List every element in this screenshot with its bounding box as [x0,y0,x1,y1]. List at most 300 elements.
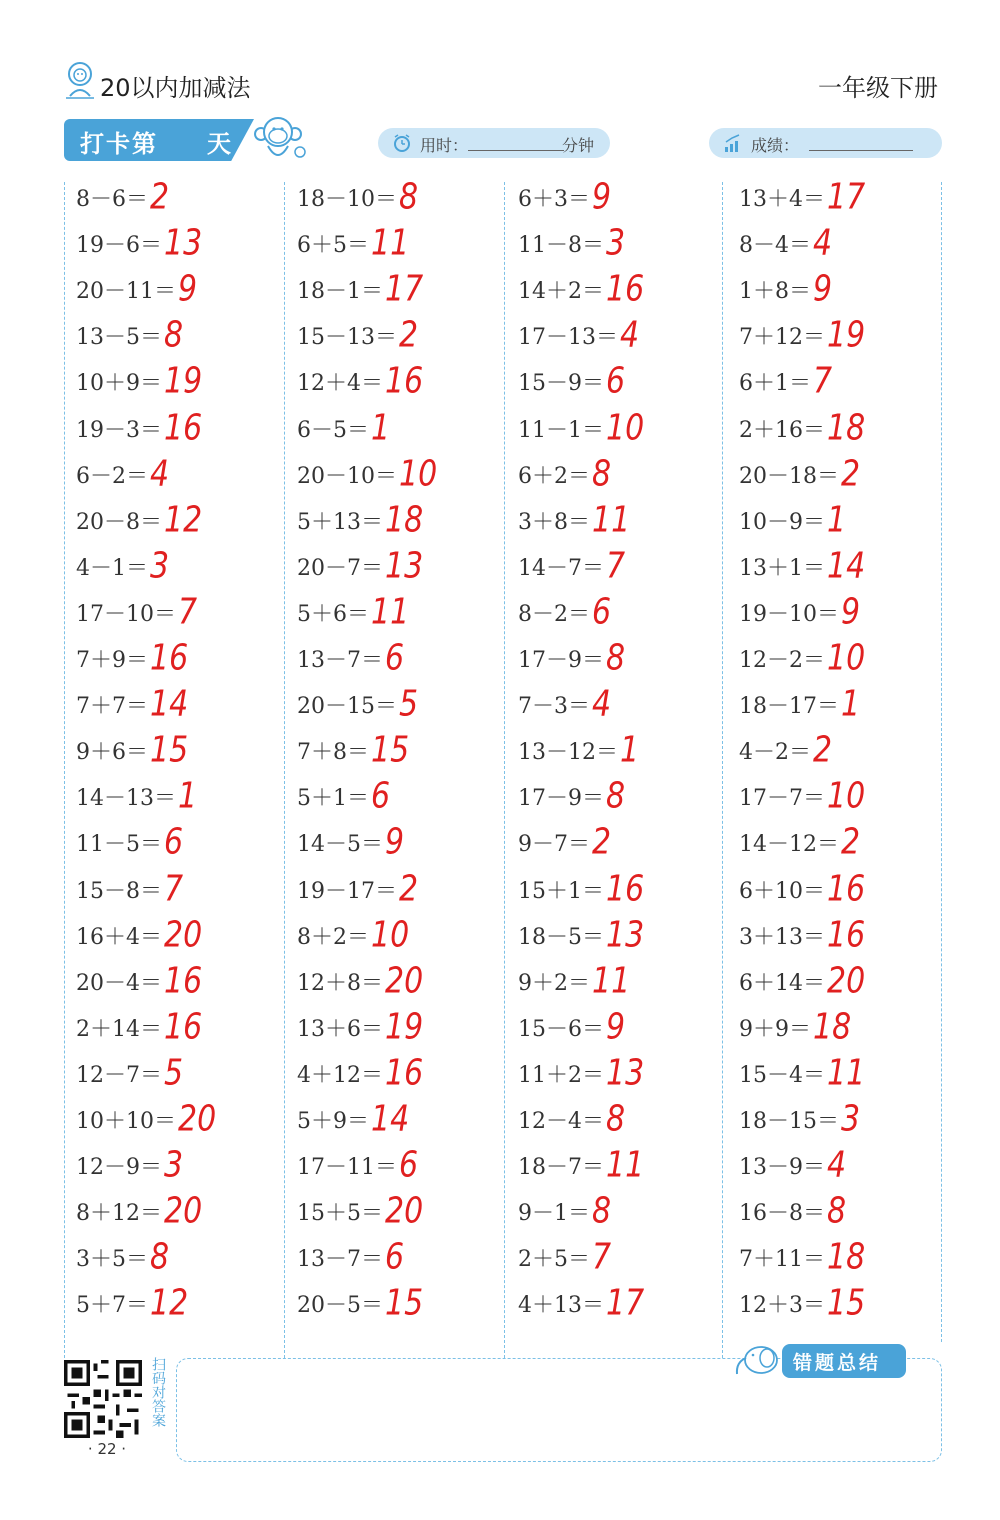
handwritten-answer[interactable]: 4 [827,1144,847,1187]
handwritten-answer[interactable]: 17 [385,269,424,311]
handwritten-answer[interactable]: 16 [150,637,189,680]
handwritten-answer[interactable]: 16 [606,269,645,311]
equation-row [739,1098,861,1146]
equation-question: 8－6＝ [76,187,148,212]
handwritten-answer[interactable]: 13 [606,914,645,956]
handwritten-answer[interactable]: 20 [385,1191,424,1233]
handwritten-answer[interactable]: 6 [385,637,405,680]
equation-row [297,776,391,823]
handwritten-answer[interactable]: 9 [385,822,405,864]
handwritten-answer[interactable]: 20 [827,960,866,1002]
equation-question: 20－8＝ [76,509,162,535]
equation-row [76,1052,184,1100]
equation-question: 5＋13＝ [297,509,383,535]
handwritten-answer[interactable]: 4 [592,683,612,726]
handwritten-answer[interactable]: 8 [150,1237,170,1279]
equation-row [518,269,645,316]
equation-row [76,1098,217,1146]
equation-row [297,1191,424,1238]
equation-question: 18－10＝ [297,187,397,212]
handwritten-answer[interactable]: 13 [606,1052,645,1095]
equation-row [739,591,861,639]
equation-question: 4－1＝ [76,555,148,581]
equation-question: 16－8＝ [739,1201,825,1227]
handwritten-answer[interactable]: 13 [164,222,203,265]
equation-question: 11－5＝ [76,832,162,858]
equation-question: 20－5＝ [297,1293,383,1319]
equation-row [76,269,198,316]
equation-row [739,1283,866,1330]
equation-question: 3＋5＝ [76,1247,148,1273]
equation-question: 13＋4＝ [739,187,825,212]
equation-question: 5＋9＝ [297,1109,369,1134]
equation-row [739,683,861,731]
equation-row [739,1006,852,1054]
handwritten-answer[interactable]: 2 [399,315,419,357]
score-field [709,128,942,158]
handwritten-answer[interactable]: 9 [841,591,861,634]
handwritten-answer[interactable]: 9 [178,269,198,311]
handwritten-answer[interactable]: 6 [399,1144,419,1187]
equation-question: 7＋11＝ [739,1247,825,1273]
handwritten-answer[interactable]: 2 [150,176,170,219]
handwritten-answer[interactable]: 1 [841,683,861,726]
handwritten-answer[interactable]: 3 [150,545,170,587]
equation-row [739,1237,866,1284]
equation-row [518,315,640,362]
handwritten-answer[interactable]: 11 [371,591,410,634]
handwritten-answer[interactable]: 17 [827,176,866,219]
equation-row [76,1191,203,1238]
equation-question: 2＋5＝ [518,1247,590,1273]
handwritten-answer[interactable]: 7 [164,868,184,910]
equation-row [739,637,866,685]
equation-row [297,407,391,455]
handwritten-answer[interactable]: 16 [164,1006,203,1048]
handwritten-answer[interactable]: 16 [164,960,203,1002]
handwritten-answer[interactable]: 9 [606,1006,626,1048]
page-number: · 22 · [87,1440,127,1458]
equation-question: 6＋1＝ [739,371,811,397]
checkin-day-suffix: 天 [207,130,231,158]
equation-row [739,222,833,270]
equation-question: 7＋8＝ [297,740,369,766]
equation-question: 18－7＝ [518,1155,604,1181]
equation-row [76,407,203,455]
equation-question: 17－10＝ [76,601,176,627]
handwritten-answer[interactable]: 20 [178,1098,217,1141]
handwritten-answer[interactable]: 8 [827,1191,847,1233]
equation-row [297,545,424,593]
handwritten-answer[interactable]: 18 [385,499,424,541]
mistake-summary-label: 错题总结 [793,1352,882,1374]
equation-row [76,730,189,777]
equation-row [297,1283,424,1330]
handwritten-answer[interactable]: 19 [164,361,203,403]
equation-question: 9－7＝ [518,832,590,858]
handwritten-answer[interactable]: 7 [813,361,833,403]
equation-row [76,222,203,270]
equation-row [518,1191,612,1238]
handwritten-answer[interactable]: 4 [813,222,833,265]
equation-question: 6－2＝ [76,463,148,489]
equation-question: 13－9＝ [739,1155,825,1181]
equation-question: 15－4＝ [739,1062,825,1088]
handwritten-answer[interactable]: 1 [371,407,391,449]
equation-question: 14－5＝ [297,832,383,858]
handwritten-answer[interactable]: 10 [827,637,866,680]
equation-row [518,545,626,593]
handwritten-answer[interactable]: 6 [606,361,626,403]
equation-question: 9＋9＝ [739,1016,811,1042]
handwritten-answer[interactable]: 7 [606,545,626,587]
equation-question: 8－2＝ [518,601,590,627]
equation-question: 9－1＝ [518,1201,590,1227]
column-divider [722,182,723,1358]
equation-row [739,868,866,916]
equation-question: 18－1＝ [297,279,383,305]
equation-row [739,914,866,962]
equation-row [297,176,419,224]
equation-question: 7＋9＝ [76,648,148,673]
score-label: 成绩： [751,136,800,155]
equation-question: 4＋13＝ [518,1293,604,1319]
equation-row [76,545,170,593]
equation-row [76,1144,184,1192]
lion-mascot-icon [62,60,98,100]
equation-row [518,776,626,823]
equation-row [297,222,410,270]
handwritten-answer[interactable]: 1 [178,776,198,818]
equation-question: 10－9＝ [739,509,825,535]
equation-row [76,822,184,869]
handwritten-answer[interactable]: 3 [841,1098,861,1141]
equation-row [518,1237,612,1284]
equation-row [518,1283,645,1330]
equation-question: 6＋5＝ [297,233,369,259]
handwritten-answer[interactable]: 7 [592,1237,612,1279]
equation-row [739,315,866,362]
equation-question: 19－6＝ [76,233,162,259]
equation-question: 3＋8＝ [518,509,590,535]
equation-row [297,1006,424,1054]
equation-row [297,499,424,547]
handwritten-answer[interactable]: 14 [150,683,189,726]
handwritten-answer[interactable]: 2 [399,868,419,910]
equation-question: 12－2＝ [739,648,825,673]
equation-question: 9＋6＝ [76,740,148,766]
handwritten-answer[interactable]: 2 [841,453,861,495]
column-divider [504,182,505,1358]
handwritten-answer[interactable]: 4 [620,315,640,357]
handwritten-answer[interactable]: 3 [164,1144,184,1187]
handwritten-answer[interactable]: 8 [606,776,626,818]
equation-row [76,176,170,224]
equation-question: 12－4＝ [518,1109,604,1134]
equation-question: 4＋12＝ [297,1062,383,1088]
equation-row [739,176,866,224]
equation-question: 15＋1＝ [518,878,604,904]
equation-question: 20－10＝ [297,463,397,489]
handwritten-answer[interactable]: 18 [827,1237,866,1279]
column-divider [284,182,285,1358]
handwritten-answer[interactable]: 12 [150,1283,189,1325]
monkey-mascot-icon [252,112,310,168]
equation-question: 13－7＝ [297,1247,383,1273]
equation-row [76,591,198,639]
handwritten-answer[interactable]: 15 [150,730,189,772]
equation-question: 9＋2＝ [518,970,590,996]
handwritten-answer[interactable]: 16 [164,407,203,449]
handwritten-answer[interactable]: 14 [827,545,866,587]
equation-question: 6＋3＝ [518,187,590,212]
equation-row [739,1052,866,1100]
grade-label: 一年级下册 [818,74,938,102]
equation-row [76,1283,189,1330]
equation-question: 13＋6＝ [297,1016,383,1042]
equation-question: 5＋1＝ [297,786,369,812]
handwritten-answer[interactable]: 6 [385,1237,405,1279]
handwritten-answer[interactable]: 6 [164,822,184,864]
scan-qr-label: 扫码对答案 [150,1357,166,1427]
score-blank-line [809,150,913,151]
handwritten-answer[interactable]: 1 [827,499,847,541]
equation-question: 15－9＝ [518,371,604,397]
equation-question: 13－5＝ [76,325,162,351]
equation-question: 6＋14＝ [739,970,825,996]
handwritten-answer[interactable]: 17 [606,1283,645,1325]
handwritten-answer[interactable]: 20 [164,1191,203,1233]
equation-row [76,361,203,408]
equation-row [518,1006,626,1054]
equation-row [297,683,419,731]
qr-code-icon[interactable] [64,1360,142,1438]
equation-question: 12＋8＝ [297,970,383,996]
equation-question: 20－18＝ [739,463,839,489]
handwritten-answer[interactable]: 10 [606,407,645,449]
time-unit: 分钟 [562,136,595,155]
equation-row [518,1144,645,1192]
column-divider [941,182,942,1342]
handwritten-answer[interactable]: 19 [827,315,866,357]
equation-row [76,453,170,501]
equation-question: 11＋2＝ [518,1062,604,1088]
book-title: 20以内加减法 [100,74,251,102]
handwritten-answer[interactable]: 7 [178,591,198,634]
equation-row [297,591,410,639]
handwritten-answer[interactable]: 16 [385,1052,424,1095]
equation-row [739,407,866,455]
handwritten-answer[interactable]: 8 [606,1098,626,1141]
equation-question: 12＋3＝ [739,1293,825,1319]
handwritten-answer[interactable]: 8 [592,453,612,495]
handwritten-answer[interactable]: 9 [813,269,833,311]
equation-row [297,1237,405,1284]
equation-row [297,960,424,1008]
handwritten-answer[interactable]: 14 [371,1098,410,1141]
equation-row [297,361,424,408]
equation-question: 4－2＝ [739,740,811,766]
equation-question: 18－17＝ [739,694,839,720]
equation-row [518,637,626,685]
equation-question: 11－1＝ [518,417,604,443]
handwritten-answer[interactable]: 11 [371,222,410,265]
equation-question: 19－10＝ [739,601,839,627]
equation-row [76,315,184,362]
handwritten-answer[interactable]: 13 [385,545,424,587]
equation-row [739,960,866,1008]
handwritten-answer[interactable]: 15 [385,1283,424,1325]
handwritten-answer[interactable]: 5 [164,1052,184,1095]
equation-question: 15－6＝ [518,1016,604,1042]
equation-row [76,868,184,916]
handwritten-answer[interactable]: 12 [164,499,203,541]
equation-question: 14－13＝ [76,786,176,812]
handwritten-answer[interactable]: 20 [164,914,203,956]
handwritten-answer[interactable]: 2 [841,822,861,864]
equation-question: 6－5＝ [297,417,369,443]
handwritten-answer[interactable]: 16 [385,361,424,403]
handwritten-answer[interactable]: 15 [827,1283,866,1325]
handwritten-answer[interactable]: 8 [164,315,184,357]
equation-row [76,776,198,823]
equation-question: 8－4＝ [739,233,811,259]
handwritten-answer[interactable]: 10 [827,776,866,818]
equation-row [518,407,645,455]
equation-row [297,637,405,685]
equation-question: 5＋6＝ [297,601,369,627]
equation-row [518,730,640,777]
equation-row [518,960,631,1008]
equation-row [518,1052,645,1100]
equation-row [297,315,419,362]
equation-row [518,868,645,916]
equation-row [297,730,410,777]
equation-question: 17－11＝ [297,1155,397,1181]
alarm-clock-icon [392,133,412,153]
equation-row [297,1052,424,1100]
equation-question: 13＋1＝ [739,555,825,581]
equation-question: 12－7＝ [76,1062,162,1088]
equation-question: 12－9＝ [76,1155,162,1181]
equation-row [518,822,612,869]
handwritten-answer[interactable]: 18 [813,1006,852,1048]
equation-question: 2＋14＝ [76,1016,162,1042]
handwritten-answer[interactable]: 18 [827,407,866,449]
equation-question: 20－11＝ [76,279,176,305]
equation-question: 20－15＝ [297,694,397,720]
equation-question: 18－15＝ [739,1109,839,1134]
equation-question: 7＋7＝ [76,694,148,720]
equation-row [518,914,645,962]
equation-row [297,269,424,316]
time-field [378,128,610,158]
handwritten-answer[interactable]: 19 [385,1006,424,1048]
equation-question: 6＋10＝ [739,878,825,904]
handwritten-answer[interactable]: 11 [827,1052,866,1095]
equation-question: 15－8＝ [76,878,162,904]
equation-question: 13－7＝ [297,648,383,673]
handwritten-answer[interactable]: 16 [827,868,866,910]
equation-row [76,1006,203,1054]
column-divider [64,182,65,1358]
equation-question: 15＋5＝ [297,1201,383,1227]
handwritten-answer[interactable]: 6 [592,591,612,634]
equation-question: 8＋2＝ [297,924,369,950]
equation-row [76,637,189,685]
equation-row [297,1098,410,1146]
handwritten-answer[interactable]: 8 [399,176,419,219]
handwritten-answer[interactable]: 2 [813,730,833,772]
handwritten-answer[interactable]: 4 [150,453,170,495]
equation-row [739,730,833,777]
equation-row [518,361,626,408]
equation-question: 1＋8＝ [739,279,811,305]
equation-row [739,822,861,869]
handwritten-answer[interactable]: 10 [371,914,410,956]
handwritten-answer[interactable]: 15 [371,730,410,772]
equation-row [76,499,203,547]
equation-question: 12＋4＝ [297,371,383,397]
equation-question: 13－12＝ [518,740,618,766]
handwritten-answer[interactable]: 8 [592,1191,612,1233]
equation-row [518,591,612,639]
handwritten-answer[interactable]: 2 [592,822,612,864]
equation-row [297,914,410,962]
handwritten-answer[interactable]: 8 [606,637,626,680]
handwritten-answer[interactable]: 11 [606,1144,645,1187]
equation-row [76,914,203,962]
equation-question: 11－8＝ [518,233,604,259]
equation-question: 7＋12＝ [739,325,825,351]
equation-row [297,868,419,916]
equation-row [518,499,631,547]
equation-question: 17－13＝ [518,325,618,351]
handwritten-answer[interactable]: 5 [399,683,419,726]
elephant-mascot-icon [731,1340,785,1380]
equation-row [76,683,189,731]
time-label: 用时： [420,136,469,155]
equation-question: 20－7＝ [297,555,383,581]
handwritten-answer[interactable]: 11 [592,499,631,541]
equation-question: 8＋12＝ [76,1201,162,1227]
score-chart-icon [723,133,743,153]
equation-question: 3＋13＝ [739,924,825,950]
equation-row [518,1098,626,1146]
equation-row [739,1191,847,1238]
handwritten-answer[interactable]: 6 [371,776,391,818]
equation-row [518,453,612,501]
equation-row [76,1237,170,1284]
equation-question: 17－9＝ [518,786,604,812]
equation-row [739,776,866,823]
handwritten-answer[interactable]: 11 [592,960,631,1002]
handwritten-answer[interactable]: 1 [620,730,640,772]
handwritten-answer[interactable]: 16 [606,868,645,910]
equation-row [518,176,612,224]
handwritten-answer[interactable]: 20 [385,960,424,1002]
equation-row [518,683,612,731]
handwritten-answer[interactable]: 9 [592,176,612,219]
equation-question: 14＋2＝ [518,279,604,305]
equation-question: 14－12＝ [739,832,839,858]
equation-row [297,822,405,869]
handwritten-answer[interactable]: 3 [606,222,626,265]
equation-row [76,960,203,1008]
handwritten-answer[interactable]: 16 [827,914,866,956]
handwritten-answer[interactable]: 10 [399,453,438,495]
time-blank-line [468,150,564,151]
